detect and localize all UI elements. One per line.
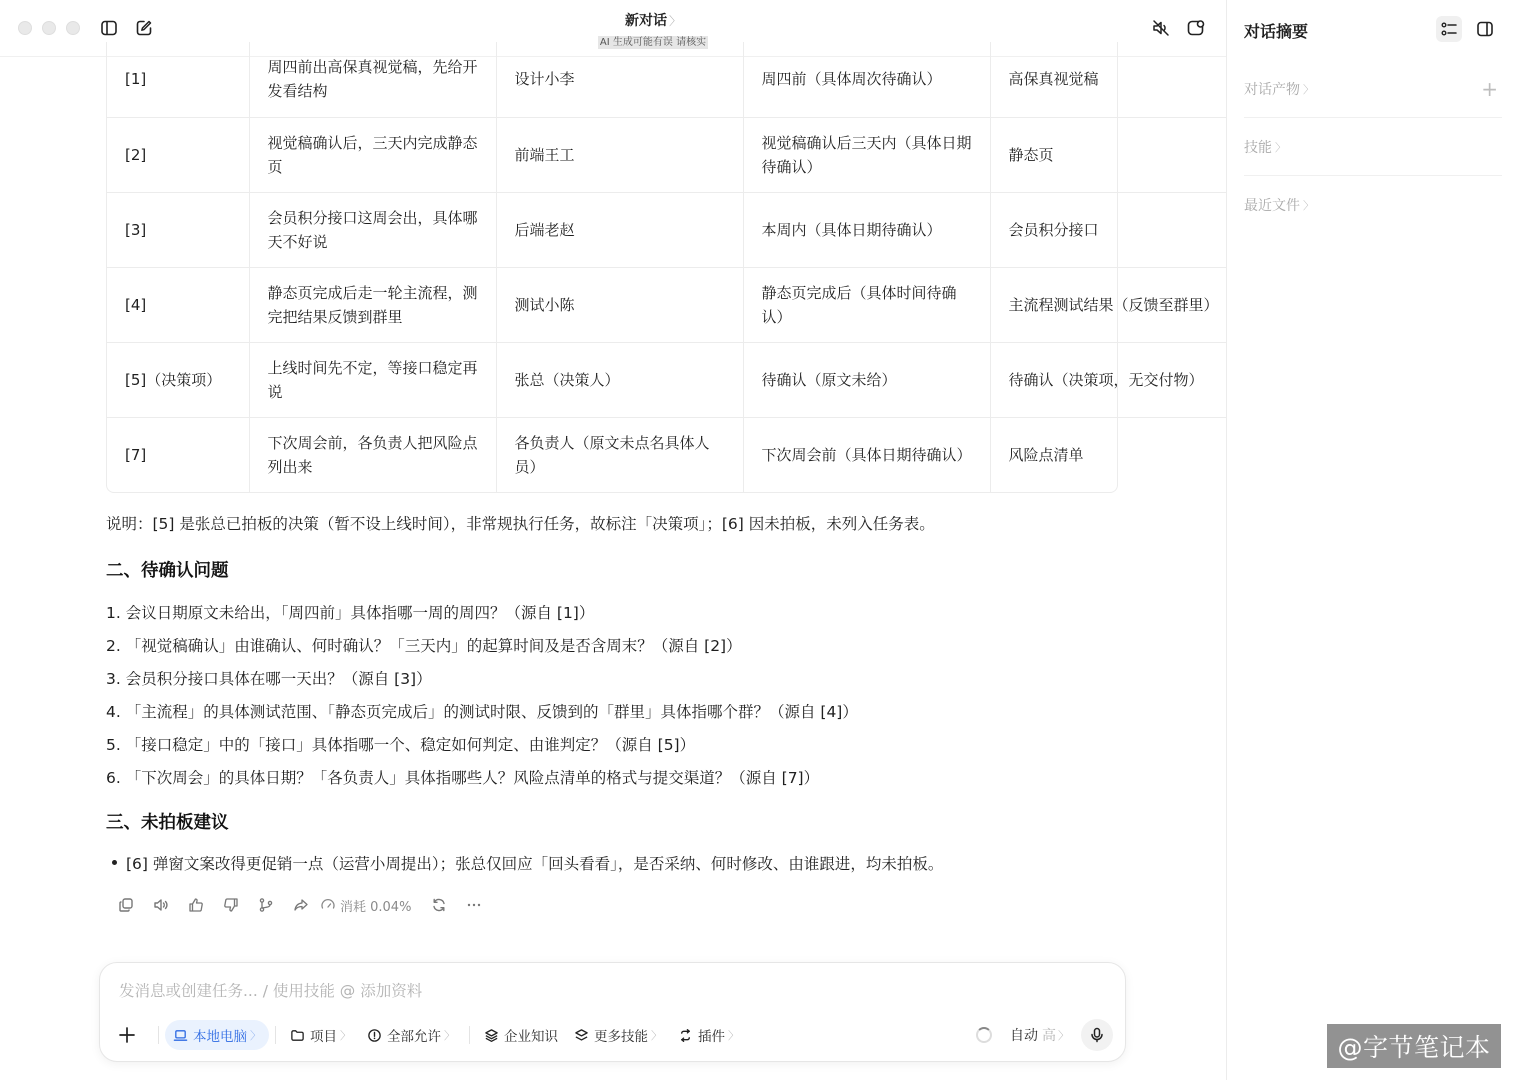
layers-icon — [484, 1028, 499, 1043]
section-recent-files-label: 最近文件 — [1244, 198, 1300, 214]
microphone-icon[interactable] — [1081, 1019, 1113, 1051]
table-row — [107, 342, 1257, 417]
chevron-right-icon: 〉 — [1303, 82, 1314, 96]
chevron-right-icon: 〉 — [1275, 140, 1286, 154]
list-item: 6. 「下次周会」的具体日期？「各负责人」具体指哪些人？风险点清单的格式与提交渠道？（源自 [7]） — [106, 769, 820, 787]
table-cell: 静态页完成后（具体时间待确认） — [743, 267, 990, 342]
skills-chip[interactable] — [566, 1020, 670, 1050]
chevron-right-icon: 〉 — [1058, 1029, 1069, 1042]
mute-icon[interactable] — [1150, 17, 1172, 39]
table-cell: [7] — [107, 417, 249, 492]
composer-right — [976, 1019, 1113, 1051]
section-skills-label: 技能 — [1244, 139, 1272, 156]
copy-icon[interactable] — [108, 894, 143, 916]
table-cell: 周四前（具体周次待确认） — [743, 42, 990, 117]
thumbs-up-icon[interactable] — [178, 894, 213, 916]
summary-panel — [1226, 0, 1514, 1080]
laptop-icon — [173, 1028, 188, 1043]
table-cell: 视觉稿确认后三天内（具体日期待确认） — [743, 117, 990, 192]
table-row — [107, 417, 1257, 492]
add-artifact-icon[interactable]: + — [1481, 77, 1498, 101]
project-label: 项目 — [310, 1029, 337, 1045]
list-item: 5. 「接口稳定」中的「接口」具体指哪一个、稳定如何判定、由谁判定？（源自 [5]） — [106, 736, 696, 754]
table-note: 说明：[5] 是张总已拍板的决策（暂不设上线时间），非常规执行任务，故标注「决策项」；[6] 因未拍板，未列入任务表。 — [106, 515, 935, 533]
table-cell: [1] — [107, 42, 249, 117]
table-cell: [3] — [107, 192, 249, 267]
table-cell: 待确认（决策项，无交付物） — [990, 342, 1257, 417]
table-cell: 下次周会前，各负责人把风险点列出来 — [249, 417, 496, 492]
add-icon[interactable] — [112, 1020, 142, 1050]
info-circle-icon — [367, 1028, 382, 1043]
message-actions — [108, 894, 491, 916]
table-cell: 设计小李 — [496, 42, 743, 117]
conversation-title-text: 新对话 — [624, 13, 667, 29]
loading-spinner-icon — [976, 1027, 992, 1043]
table-cell: 主流程测试结果（反馈至群里） — [990, 267, 1257, 342]
local-computer-label: 本地电脑 — [193, 1029, 247, 1045]
folder-icon — [290, 1028, 305, 1043]
knowledge-label: 企业知识 — [504, 1029, 558, 1045]
ai-disclaimer: AI 生成可能有误 请核实 — [599, 37, 707, 48]
list-item: 3. 会员积分接口具体在哪一天出？（源自 [3]） — [106, 670, 432, 688]
list-item: 1. 会议日期原文未给出，「周四前」具体指哪一周的周四？（源自 [1]） — [106, 604, 595, 622]
table-cell: 前端王工 — [496, 117, 743, 192]
chevron-right-icon: 〉 — [1303, 199, 1314, 212]
share-icon[interactable] — [283, 894, 318, 916]
plugins-chip[interactable] — [670, 1020, 747, 1050]
summary-panel-title: 对话摘要 — [1244, 22, 1309, 41]
skills-icon — [574, 1028, 589, 1043]
table-row — [107, 267, 1257, 342]
chevron-right-icon: 〉 — [444, 1029, 455, 1042]
table-cell: 静态页 — [990, 117, 1257, 192]
chevron-right-icon: 〉 — [250, 1029, 261, 1042]
divider — [275, 1026, 276, 1044]
chevron-right-icon: 〉 — [340, 1029, 351, 1042]
table-cell: [4] — [107, 267, 249, 342]
table-cell: 下次周会前（具体日期待确认） — [743, 417, 990, 492]
gauge-icon — [320, 897, 336, 913]
mode-label: 自动 — [1010, 1028, 1038, 1044]
table-cell: [5]（决策项） — [107, 342, 249, 417]
panel-toggle-icon[interactable] — [1472, 16, 1498, 42]
table-row — [107, 42, 1257, 117]
watermark: @字节笔记本 — [1327, 1024, 1501, 1068]
permission-label: 全部允许 — [387, 1029, 441, 1045]
table-cell: 会员积分接口这周会出，具体哪天不好说 — [249, 192, 496, 267]
permission-chip[interactable] — [359, 1020, 463, 1050]
table-cell: 测试小陈 — [496, 267, 743, 342]
more-icon[interactable] — [456, 894, 491, 916]
bullet-icon — [112, 860, 117, 865]
table-cell: 本周内（具体日期待确认） — [743, 192, 990, 267]
table-cell: 视觉稿确认后，三天内完成静态页 — [249, 117, 496, 192]
pending-questions-list — [106, 600, 858, 798]
composer-toolbar — [112, 1019, 747, 1051]
table-cell: 会员积分接口 — [990, 192, 1257, 267]
chevron-right-icon: 〉 — [728, 1029, 739, 1042]
section-artifacts[interactable] — [1244, 60, 1502, 118]
mode-selector[interactable] — [1010, 1025, 1069, 1045]
chevron-right-icon: 〉 — [668, 14, 681, 28]
divider — [469, 1026, 470, 1044]
table-row — [107, 192, 1257, 267]
list-item: 4. 「主流程」的具体测试范围、「静态页完成后」的测试时限、反馈到的「群里」具体指哪个群？（源自 [4]） — [106, 703, 858, 721]
speaker-icon[interactable] — [143, 894, 178, 916]
knowledge-chip[interactable] — [476, 1020, 566, 1050]
suggestion-item — [112, 852, 943, 874]
share-window-icon[interactable] — [1185, 17, 1207, 39]
level-label: 高 — [1042, 1028, 1056, 1044]
table-cell: 风险点清单 — [990, 417, 1257, 492]
composer — [99, 962, 1126, 1062]
table-cell: 待确认（原文未给） — [743, 342, 990, 417]
divider — [158, 1026, 159, 1044]
outline-toggle-icon[interactable] — [1436, 16, 1462, 42]
plugins-label: 插件 — [698, 1029, 725, 1045]
thumbs-down-icon[interactable] — [213, 894, 248, 916]
branch-icon[interactable] — [248, 894, 283, 916]
plugin-icon — [678, 1028, 693, 1043]
section-title-undecided: 三、未拍板建议 — [106, 813, 229, 833]
table-cell: 上线时间先不定，等接口稳定再说 — [249, 342, 496, 417]
table-cell: 后端老赵 — [496, 192, 743, 267]
token-cost — [320, 896, 411, 915]
table-row — [107, 117, 1257, 192]
chevron-right-icon: 〉 — [651, 1029, 662, 1042]
skills-label: 更多技能 — [594, 1029, 648, 1045]
section-title-pending: 二、待确认问题 — [106, 561, 229, 581]
list-item: 2. 「视觉稿确认」由谁确认、何时确认？「三天内」的起算时间及是否含周末？（源自 [2]） — [106, 637, 742, 655]
suggestion-text: [6] 弹窗文案改得更促销一点（运营小周提出）；张总仅回应「回头看看」，是否采纳、何时修改、由谁跟进，均未拍板。 — [126, 855, 944, 873]
table-cell: [2] — [107, 117, 249, 192]
project-chip[interactable] — [282, 1020, 359, 1050]
section-recent-files[interactable] — [1244, 176, 1502, 234]
local-computer-chip[interactable] — [165, 1020, 269, 1050]
regenerate-icon[interactable] — [421, 894, 456, 916]
section-artifacts-label: 对话产物 — [1244, 81, 1300, 98]
table-cell: 各负责人（原文未点名具体人员） — [496, 417, 743, 492]
table-cell: 张总（决策人） — [496, 342, 743, 417]
table-cell: 高保真视觉稿 — [990, 42, 1257, 117]
token-cost-label: 消耗 0.04% — [340, 899, 412, 915]
message-input[interactable] — [119, 979, 1099, 1003]
table-cell: 周四前出高保真视觉稿，先给开发看结构 — [249, 42, 496, 117]
table-cell: 静态页完成后走一轮主流程，测完把结果反馈到群里 — [249, 267, 496, 342]
section-skills[interactable] — [1244, 118, 1502, 176]
task-table — [106, 42, 1219, 493]
conversation-title[interactable] — [0, 10, 1306, 30]
